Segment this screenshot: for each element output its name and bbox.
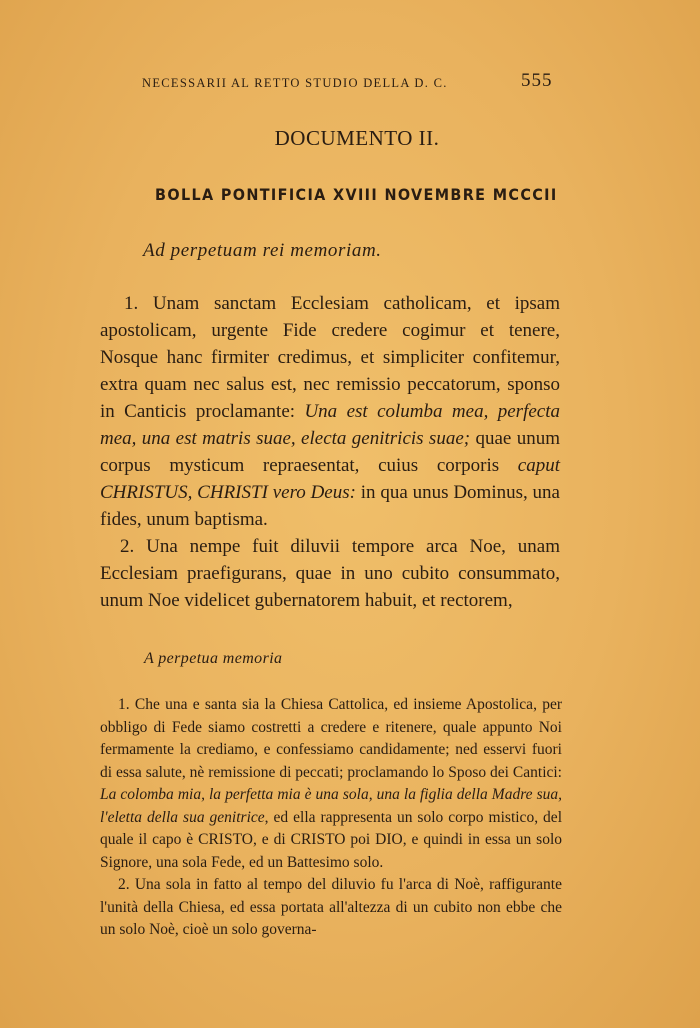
italian-p1-text-a: 1. Che una e santa sia la Chiesa Cattolica, ed insieme Apostolica, per obbligo di Fede siamo costretti a credere e ritenere, quale appunto Noi fermamente la crediamo, e confessiamo candidamente; ned esservi fuori di essa salute, nè remissione di peccati; proclamando lo Sposo dei Cantici: bbox=[100, 696, 562, 781]
latin-p1-text-c: quae unum corpus mysticum repraesentat, cuius corporis bbox=[100, 428, 560, 476]
italian-paragraph-2: 2. Una sola in fatto al tempo del diluvio fu l'arca di Noè, raffigurante l'unità della Chiesa, ed essa portata all'altezza di un cubito non ebbe che un solo Noè, cioè un solo governa- bbox=[100, 876, 562, 938]
italian-paragraph-1 bbox=[100, 694, 562, 874]
italian-heading: A perpetua memoria bbox=[144, 650, 283, 667]
latin-paragraph-2: 2. Una nempe fuit diluvii tempore arca Noe, unam Ecclesiam praefigurans, quae in uno cubito consummato, unum Noe videlicet gubernatorem habuit, et rectorem, bbox=[100, 536, 560, 611]
latin-p1-text-g: in qua unus Dominus, una fides, unum baptisma. bbox=[100, 482, 560, 530]
italian-p1-text-c: , ed ella rappresenta un solo corpo mistico, del quale il capo è CRISTO, e di CRISTO poi DIO, e quindi in essa un solo Signore, una sola Fede, ed un Battesimo solo. bbox=[100, 808, 562, 871]
italian-p1-quote: La colomba mia, la perfetta mia è una sola, una la figlia della Madre sua, l'eletta della sua genitrice bbox=[100, 786, 562, 826]
document-title: DOCUMENTO II. bbox=[274, 126, 440, 150]
latin-paragraph-1 bbox=[100, 290, 560, 533]
italian-text bbox=[100, 694, 562, 942]
latin-p1-quote: Una est columba mea, perfecta mea, una est matris suae, electa genitricis suae; bbox=[100, 401, 560, 449]
latin-p1-caput: caput CHRISTUS, CHRISTI bbox=[100, 455, 560, 503]
page-number: 555 bbox=[521, 70, 553, 91]
latin-p1-vero-deus: vero Deus: bbox=[272, 482, 356, 503]
bull-title: BOLLA PONTIFICIA XVIII NOVEMBRE MCCCII bbox=[155, 185, 558, 204]
latin-text bbox=[100, 290, 560, 614]
running-head: NECESSARII AL RETTO STUDIO DELLA D. C. bbox=[142, 76, 448, 90]
latin-p1-text-a: 1. Unam sanctam Ecclesiam catholicam, et ipsam apostolicam, urgente Fide credere cogimur et tenere, Nosque hanc firmiter credimus, et simpliciter confitemur, extra quam nec salus est, nec remissio peccatorum, sponso in Canticis proclamante: bbox=[100, 293, 560, 422]
latin-heading: Ad perpetuam rei memoriam. bbox=[143, 240, 382, 261]
